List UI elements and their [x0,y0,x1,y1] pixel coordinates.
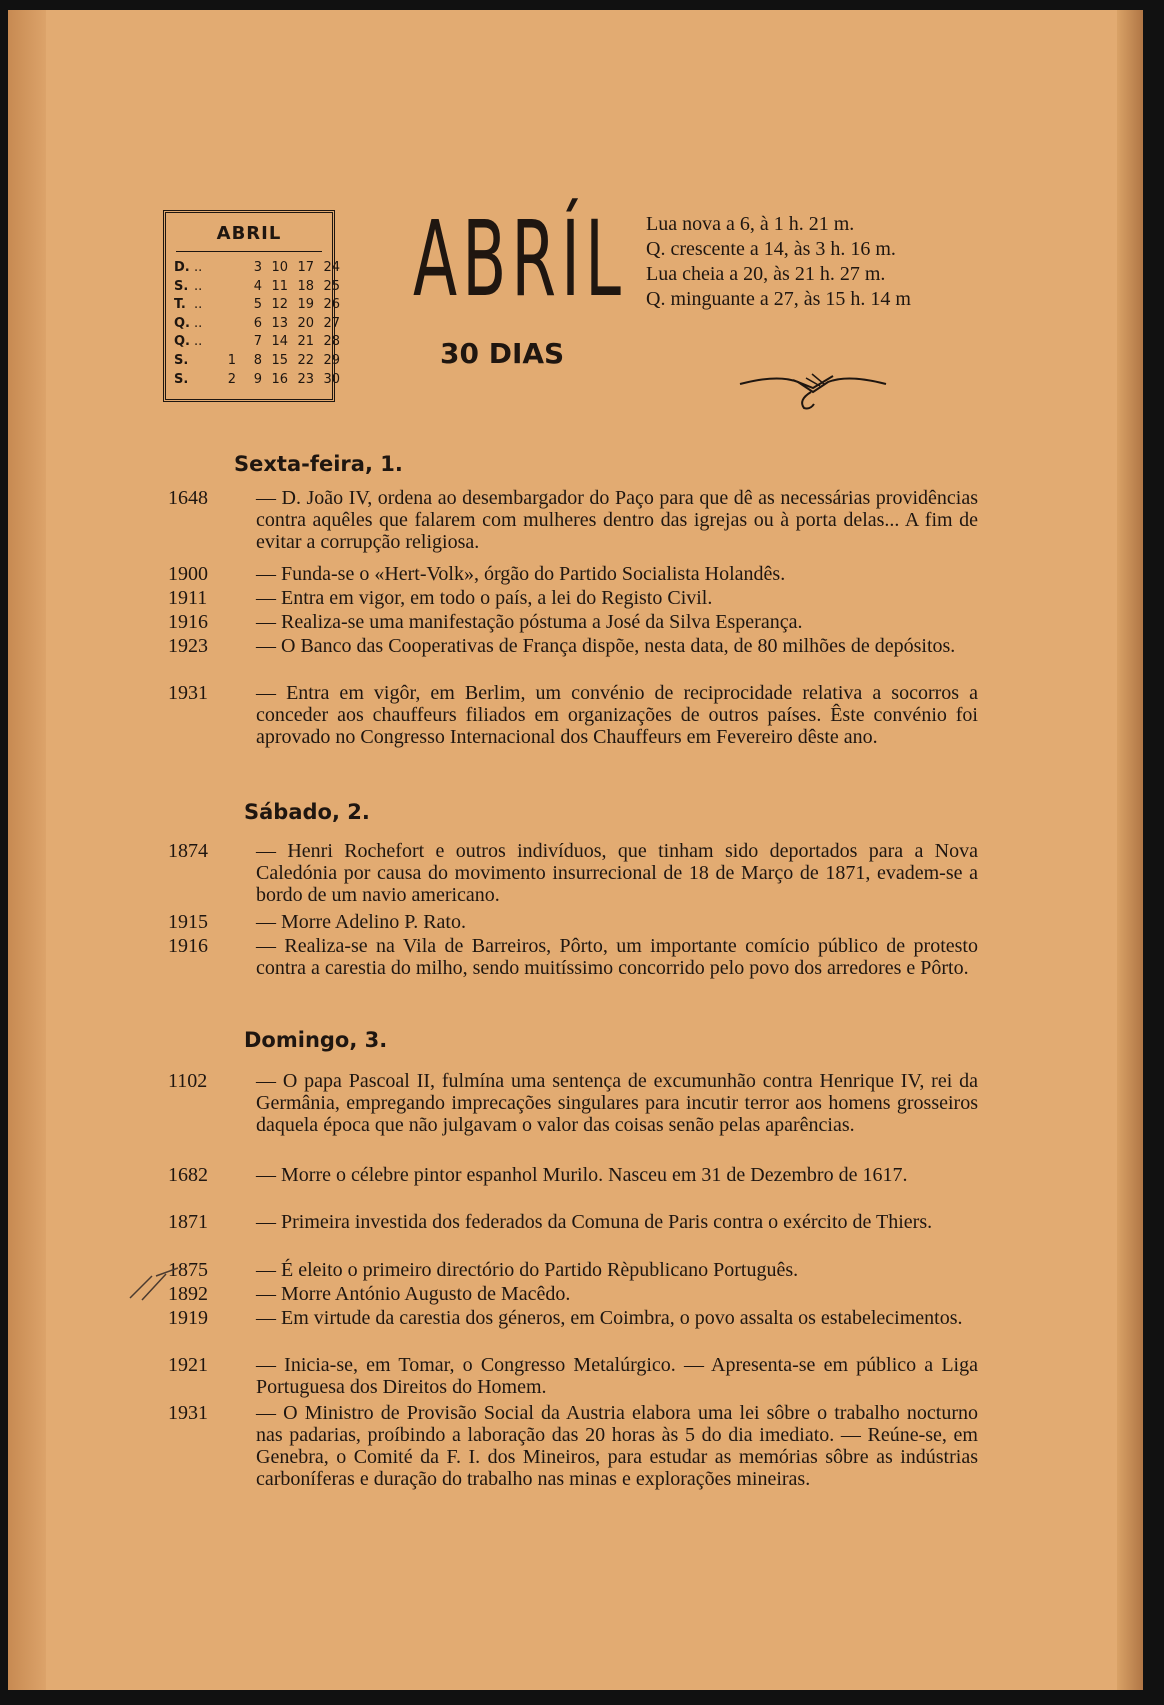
entry [168,1211,978,1233]
entry [168,1259,978,1281]
entry-text: — Morre António Augusto de Macêdo. [256,1283,571,1305]
mini-calendar-date: 12 [271,297,288,313]
entry-text: — Entra em vigor, em todo o país, a lei do Registo Civil. [256,587,713,609]
mini-calendar-title: ABRIL [216,223,282,244]
mini-calendar-dots: .. [194,334,203,350]
entry-year: 1102 [168,1070,208,1092]
entry-text: — O papa Pascoal II, fulmína uma sentença de excumunhão contra Henrique IV, rei da Germânia, empregando imprecações singulares para incutir terror aos homens grosseiros daquela época que não julgavam o valor das coisas senão pelas aparências. [256,1070,978,1136]
mini-calendar-date: 28 [323,334,340,350]
mini-calendar-date: 6 [253,315,262,331]
mini-calendar-date: 4 [253,278,262,294]
mini-calendar-date: 26 [323,297,340,313]
entry-text: — Primeira investida dos federados da Comuna de Paris contra o exército de Thiers. [256,1211,933,1233]
page-spine-shadow [8,10,46,1690]
mini-calendar-date: 16 [271,371,288,387]
moon-phase-line: Q. crescente a 14, às 3 h. 16 m. [646,238,896,260]
mini-calendar-date: 20 [297,315,314,331]
mini-calendar-date: 17 [297,260,314,275]
entry [168,935,978,979]
mini-calendar-dots [194,371,210,390]
entry-year: 1682 [168,1164,208,1186]
entry [168,563,978,585]
mini-calendar-date: 27 [323,315,340,331]
entry-year: 1916 [168,611,208,633]
ornament-icon [738,362,888,412]
mini-calendar-date: 13 [271,315,288,331]
entry-year: 1931 [168,682,208,704]
mini-calendar-row [174,333,340,352]
entry-year: 1892 [168,1283,208,1305]
moon-phases [646,212,911,312]
entry-text: — Realiza-se na Vila de Barreiros, Pôrto, um importante comício público de protesto contra a carestia do milho, sendo muitíssimo concorrido pelo povo dos arredores e Pôrto. [256,935,978,979]
entry-year: 1923 [168,635,208,657]
entry [168,1283,978,1305]
mini-calendar-weekday: Q. [174,315,190,331]
mini-calendar-date: 10 [271,260,288,275]
entry [168,682,978,748]
entry [168,487,978,553]
entry-year: 1648 [168,487,208,509]
mini-calendar-row [174,352,340,371]
mini-calendar-row [174,278,340,297]
entry-text: — O Ministro de Provisão Social da Austria elabora uma lei sôbre o trabalho nocturno nas padarias, proíbindo a laboração das 20 horas às 5 do dia imediato. — Reúne-se, em Genebra, o Comité da F. I. dos Mineiros, para estudar as memórias sôbre as indústrias carboníferas e duração do trabalho nas minas e explorações mineiras. [256,1402,978,1490]
entry-text: — Morre o célebre pintor espanhol Murilo. Nasceu em 31 de Dezembro de 1617. [256,1164,908,1186]
moon-phase-line: Lua cheia a 20, às 21 h. 27 m. [646,263,886,285]
page-edge [1117,10,1143,1690]
mini-calendar-date [210,278,236,297]
entry [168,1070,978,1136]
entry [168,611,978,633]
mini-calendar-dots: .. [194,260,203,275]
entry-year: 1931 [168,1402,208,1424]
entry [168,911,978,933]
entry [168,1164,978,1186]
mini-calendar-date [210,333,236,352]
entry-year: 1911 [168,587,208,609]
entry [168,1354,978,1398]
mini-calendar-rule [176,251,322,252]
mini-calendar-date: 29 [323,352,340,368]
day-heading: Domingo, 3. [244,1028,388,1052]
entry-year: 1916 [168,935,208,957]
mini-calendar-date: 9 [253,371,262,387]
entry-year: 1874 [168,840,208,862]
mini-calendar-date: 2 [227,371,236,387]
mini-calendar-date: 1 [227,352,236,368]
almanac-page [8,10,1143,1690]
entry-text: — Morre Adelino P. Rato. [256,911,466,933]
mini-calendar-date [210,296,236,315]
entry-year: 1921 [168,1354,208,1376]
mini-calendar-dots: .. [194,278,203,294]
mini-calendar-date [210,315,236,334]
entry-text: — Entra em vigôr, em Berlim, um convénio de reciprocidade relativa a socorros a conceder aos chauffeurs filiados em organizações de outros países. Êste convénio foi aprovado no Congresso Internacional dos Chauffeurs em Fevereiro dêste ano. [256,682,978,748]
entry-year: 1915 [168,911,208,933]
entry [168,587,978,609]
mini-calendar-date: 14 [271,334,288,350]
entry-year: 1919 [168,1307,208,1329]
mini-calendar-dots: .. [194,315,203,331]
mini-calendar [163,210,340,402]
mini-calendar-dots [194,352,210,371]
mini-calendar-date [210,259,236,278]
mini-calendar-weekday: S. [174,352,189,368]
entry-year: 1900 [168,563,208,585]
mini-calendar-weekday: T. [174,297,186,313]
mini-calendar-date: 8 [253,352,262,368]
day-heading: Sexta-feira, 1. [234,452,403,476]
mini-calendar-row [174,371,340,390]
entry [168,840,978,906]
entry-text: — Inicia-se, em Tomar, o Congresso Metalúrgico. — Apresenta-se em público a Liga Portuguesa dos Direitos do Homem. [256,1354,978,1398]
entry-text: — É eleito o primeiro directório do Partido Rèpublicano Português. [256,1259,799,1281]
entry-text: — O Banco das Cooperativas de França dispõe, nesta data, de 80 milhões de depósitos. [256,635,956,657]
entry-text: — D. João IV, ordena ao desembargador do Paço para que dê as necessárias providências contra aquêles que falarem com mulheres dentro das igrejas ou à porta delas... A fim de evitar a corrupção religiosa. [256,487,978,553]
entry-year: 1875 [168,1259,208,1281]
moon-phase-line: Lua nova a 6, à 1 h. 21 m. [646,213,855,235]
entry-text: — Realiza-se uma manifestação póstuma a José da Silva Esperança. [256,611,803,633]
entry [168,635,978,657]
entry [168,1307,978,1329]
mini-calendar-row [174,315,340,334]
handwritten-mark-icon [126,1262,182,1302]
entry-text: — Em virtude da carestia dos géneros, em Coimbra, o povo assalta os estabelecimentos. [256,1307,963,1329]
month-title: ABRÍL [413,198,626,320]
days-count: 30 DIAS [440,337,565,370]
mini-calendar-grid [174,259,340,389]
entry-text: — Henri Rochefort e outros indivíduos, que tinham sido deportados para a Nova Caledónia por causa do movimento insurrecional de 18 de Março de 1871, evadem-se a bordo de um navio americano. [256,840,978,906]
entry [168,1402,978,1490]
mini-calendar-weekday: Q. [174,334,190,350]
mini-calendar-date: 24 [323,260,340,275]
mini-calendar-dots: .. [194,297,203,313]
entry-text: — Funda-se o «Hert-Volk», órgão do Partido Socialista Holandês. [256,563,786,585]
mini-calendar-weekday: D. [174,260,190,275]
mini-calendar-weekday: S. [174,278,189,294]
mini-calendar-date: 25 [323,278,340,294]
day-heading: Sábado, 2. [244,800,370,824]
mini-calendar-date: 15 [271,352,288,368]
mini-calendar-date: 11 [271,278,288,294]
mini-calendar-weekday: S. [174,371,189,387]
mini-calendar-date: 22 [297,352,314,368]
mini-calendar-date: 23 [297,371,314,387]
mini-calendar-date: 3 [253,260,262,275]
mini-calendar-row [174,259,340,278]
mini-calendar-row [174,296,340,315]
mini-calendar-date: 5 [253,297,262,313]
mini-calendar-date: 18 [297,278,314,294]
mini-calendar-date: 30 [323,371,340,387]
moon-phase-line: Q. minguante a 27, às 15 h. 14 m [646,288,911,310]
mini-calendar-date: 19 [297,297,314,313]
mini-calendar-date: 21 [297,334,314,350]
mini-calendar-date: 7 [253,334,262,350]
entry-year: 1871 [168,1211,208,1233]
